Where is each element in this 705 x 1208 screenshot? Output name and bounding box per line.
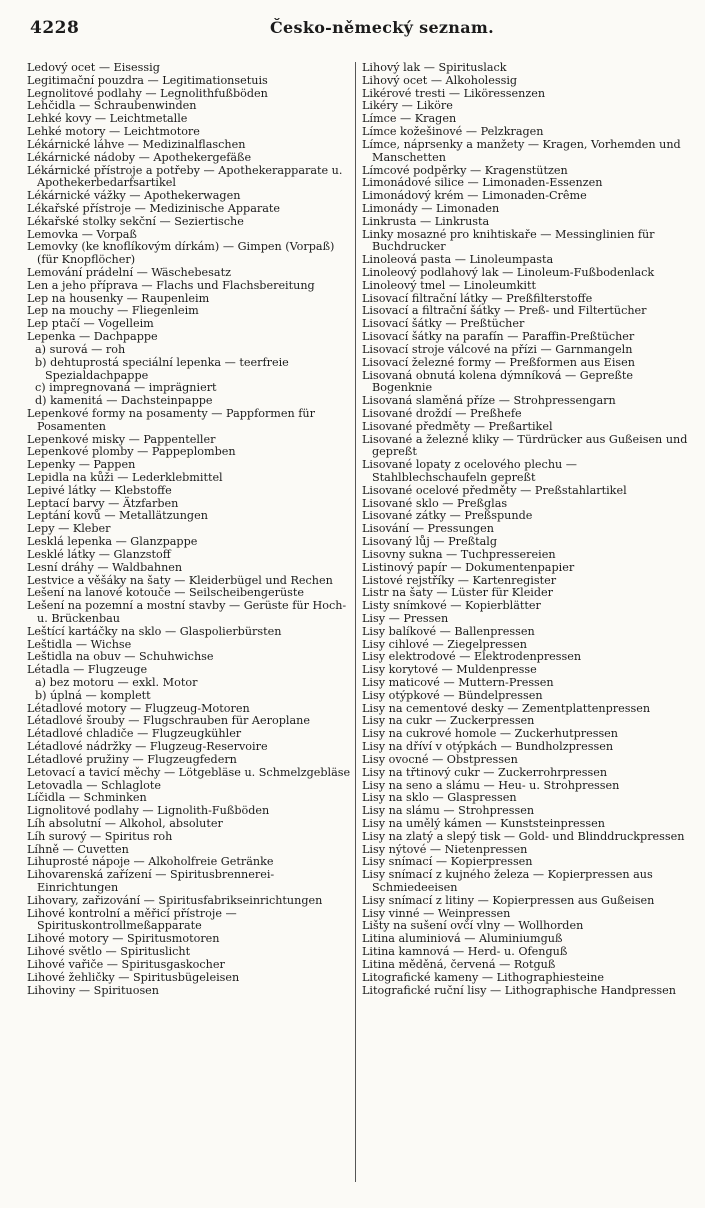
dictionary-entry: Linkrusta — Linkrusta [362,214,490,228]
dictionary-entry: Lisy na zlatý a slepý tisk — Gold- und Blinddruckpressen [362,829,685,843]
dictionary-entry: Lisy — Pressen [362,611,449,625]
dictionary-entry: Lékárnické vážky — Apothekerwagen [27,189,241,203]
dictionary-entry: Linoleová pasta — Linoleumpasta [362,253,554,267]
dictionary-entry: Létadlové motory — Flugzeug-Motoren [27,701,250,715]
dictionary-entry: Lisovací šátky na parafín — Paraffin-Preßtücher [362,330,635,344]
dictionary-subentry: c) impregnovaná — imprägniert [35,381,217,395]
dictionary-entry: Lisy na seno a slámu — Heu- u. Strohpressen [362,778,620,792]
dictionary-entry: Lisy na dříví v otýpkách — Bundholzpressen [362,740,614,754]
dictionary-entry: Límce, náprsenky a manžety — Kragen, Vorhemden und Manschetten [362,137,681,164]
dictionary-entry: Lisovaný lůj — Preßtalg [362,535,497,549]
dictionary-entry: Lisy nýtové — Nietenpressen [362,842,528,856]
dictionary-entry: Linoleový tmel — Linoleumkitt [362,278,536,292]
page-number: 4228 [30,18,80,38]
dictionary-entry: Litina aluminiová — Aluminiumguß [362,932,563,946]
dictionary-entry: Lesní dráhy — Waldbahnen [27,560,183,574]
dictionary-entry: Listové rejstříky — Kartenregister [362,573,557,587]
dictionary-entry: Lisované sklo — Preßglas [362,496,508,510]
column-divider [355,62,356,1182]
dictionary-entry: Lisy na sklo — Glaspressen [362,791,517,805]
dictionary-subentry: b) dehtuprostá speciální lepenka — teerfreie Spezialdachpappe [35,355,289,382]
dictionary-entry: Lisy ovocné — Obstpressen [362,752,518,766]
dictionary-entry: Lisovací šátky — Preßtücher [362,317,525,331]
dictionary-entry: Límce kožešinové — Pelzkragen [362,125,544,139]
dictionary-entry: Letovadla — Schlaglote [27,778,161,792]
dictionary-entry: Lisy balíkové — Ballenpressen [362,624,535,638]
dictionary-entry: Limonády — Limonaden [362,201,500,215]
dictionary-entry: Lešení na pozemní a mostní stavby — Gerüste für Hoch- u. Brückenbau [27,599,347,625]
dictionary-entry: Lisy vinné — Weinpressen [362,906,511,920]
dictionary-entry: Límce — Kragen [362,112,457,126]
dictionary-entry: Lisy snímací z litiny — Kopierpressen aus Gußeisen [362,893,655,907]
dictionary-entry: Lep ptačí — Vogelleim [27,317,154,331]
dictionary-entry: Lisovaná obnutá kolena dýmníková — Gepreßte Bogenknie [362,368,634,395]
dictionary-entry: Lisovací a filtrační šátky — Preß- und Filtertücher [362,304,647,318]
dictionary-entry: Lékárnické láhve — Medizinalflaschen [27,137,246,151]
dictionary-entry: Lisy maticové — Muttern-Pressen [362,676,554,689]
dictionary-entry: Litografické kameny — Lithographiesteine [362,970,605,984]
dictionary-entry: Likéry — Liköre [362,99,453,113]
dictionary-entry: Lisovací stroje válcové na přízi — Garnmangeln [362,342,633,356]
dictionary-entry: Lepy — Kleber [27,522,111,536]
dictionary-entry: Lisované předměty — Preßartikel [362,419,553,433]
page-header [30,18,680,46]
dictionary-entry: Lisování — Pressungen [362,522,494,536]
dictionary-entry: Ledový ocet — Eisessig [27,61,160,74]
dictionary-entry: Lihové žehličky — Spiritusbügeleisen [27,970,240,984]
dictionary-entry: Lepenkové plomby — Pappeplomben [27,445,236,459]
dictionary-entry: Líhně — Cuvetten [27,842,129,856]
dictionary-entry: Lihoviny — Spirituosen [27,983,160,997]
dictionary-entry: Lisovací železné formy — Preßformen aus Eisen [362,355,635,369]
dictionary-entry: Lisy korytové — Muldenpresse [362,663,537,677]
dictionary-entry: Leštidla — Wichse [27,637,132,651]
left-column [27,62,353,997]
dictionary-entry: Líčidla — Schminken [27,791,147,805]
dictionary-entry: Lisy snímací z kujného železa — Kopierpressen aus Schmiedeeisen [362,868,653,894]
dictionary-entry: Listy snímkové — Kopierblätter [362,599,541,613]
dictionary-entry: Létadlové nádržky — Flugzeug-Reservoire [27,740,268,754]
dictionary-entry: Letovací a tavicí měchy — Lötgebläse u. Schmelzgebläse [27,765,351,779]
dictionary-entry: Lisované zátky — Preßspunde [362,509,533,523]
dictionary-entry: Lihovary, zařizování — Spiritusfabrikseinrichtungen [27,893,323,907]
dictionary-entry: Létadla — Flugzeuge [27,663,148,677]
dictionary-entry: Lisy cihlové — Ziegelpressen [362,637,527,651]
dictionary-entry: Lisovny sukna — Tuchpressereien [362,547,556,561]
dictionary-entry: Límcové podpěrky — Kragenstützen [362,163,568,177]
dictionary-entry: Litina kamnová — Herd- u. Ofenguß [362,945,568,959]
dictionary-entry: Likérové tresti — Liköressenzen [362,86,546,100]
dictionary-entry: Lehké kovy — Leichtmetalle [27,112,188,126]
dictionary-entry: Lisovaná slaměná příze — Strohpressengarn [362,394,616,408]
right-column [362,62,688,997]
dictionary-entry: Lestvice a věšáky na šaty — Kleiderbügel und Rechen [27,573,333,587]
dictionary-entry: Lihový ocet — Alkoholessig [362,73,518,87]
dictionary-entry: Lihové vařiče — Spiritusgaskocher [27,957,225,971]
dictionary-entry: Lisy na slámu — Strohpressen [362,804,535,818]
dictionary-entry: Lékařské přístroje — Medizinische Apparate [27,201,281,215]
dictionary-entry: Leptací barvy — Ätzfarben [27,496,179,510]
dictionary-entry: Lepidla na kůži — Lederklebmittel [27,471,223,484]
dictionary-entry: Listr na šaty — Lüster für Kleider [362,586,554,600]
dictionary-entry: Linky mosazné pro knihtiskaře — Messinglinien für Buchdrucker [362,227,655,254]
dictionary-entry: Litina měděná, červená — Rotguß [362,957,556,971]
dictionary-entry: Lisy na cukrové homole — Zuckerhutpressen [362,727,619,741]
dictionary-entry: Lisované ocelové předměty — Preßstahlartikel [362,483,627,497]
dictionary-entry: Lihuprosté nápoje — Alkoholfreie Getränke [27,855,274,869]
dictionary-entry: Lisované droždí — Preßhefe [362,406,522,420]
dictionary-entry: Lékařské stolky sekční — Seziertische [27,214,244,228]
dictionary-entry: Lisované lopaty z ocelového plechu — Stahlblechschaufeln gepreßt [362,458,577,484]
dictionary-entry: Lemování prádelní — Wäschebesatz [27,266,231,279]
dictionary-entry: Leptání kovů — Metallätzungen [27,509,208,523]
dictionary-entry: Lisy na třtinový cukr — Zuckerrohrpressen [362,765,608,779]
dictionary-entry: Litografické ruční lisy — Lithographische Handpressen [362,983,676,997]
dictionary-entry: Lignolitové podlahy — Lignolith-Fußböden [27,804,270,818]
dictionary-entry: Lisovací filtrační látky — Preßfilterstoffe [362,291,593,305]
dictionary-entry: Lihové světlo — Spirituslicht [27,945,191,959]
dictionary-entry: Lisy otýpkové — Bündelpressen [362,688,543,702]
dictionary-entry: Lihové motory — Spiritusmotoren [27,932,220,946]
dictionary-entry: Lesklé látky — Glanzstoff [27,547,171,561]
dictionary-entry: Lep na mouchy — Fliegenleim [27,304,199,318]
dictionary-subentry: b) úplná — komplett [35,688,151,702]
dictionary-entry: Lehčidla — Schraubenwinden [27,99,197,113]
dictionary-entry: Lisované a železné kliky — Türdrücker aus Gußeisen und gepreßt [362,432,688,459]
dictionary-entry: Lesklá lepenka — Glanzpappe [27,535,198,549]
dictionary-entry: Lihové kontrolní a měřicí přístroje — Spirituskontrollmeßapparate [27,906,237,933]
dictionary-entry: Lep na housenky — Raupenleim [27,291,210,305]
dictionary-entry: Lisy elektrodové — Elektrodenpressen [362,650,582,664]
dictionary-entry: Limonádové silice — Limonaden-Essenzen [362,176,603,190]
dictionary-entry: Lepenkové misky — Pappenteller [27,432,216,446]
dictionary-entry: Lemovky (ke knoflíkovým dírkám) — Gimpen (Vorpaß) (für Knopflöcher) [27,240,335,267]
page-title: Česko-německý seznam. [270,18,495,37]
dictionary-entry: Lišty na sušení ovčí vlny — Wollhorden [362,919,584,933]
dictionary-entry: Limonádový krém — Limonaden-Crême [362,189,587,203]
dictionary-entry: Len a jeho příprava — Flachs und Flachsbereitung [27,278,315,292]
dictionary-entry: Lepenky — Pappen [27,458,136,472]
dictionary-entry: Leštící kartáčky na sklo — Glaspolierbürsten [27,624,282,638]
dictionary-entry: Lihový lak — Spirituslack [362,61,507,74]
dictionary-subentry: a) bez motoru — exkl. Motor [35,676,198,689]
dictionary-entry: Líh absolutní — Alkohol, absoluter [27,816,223,830]
dictionary-entry: Líh surový — Spiritus roh [27,829,173,843]
dictionary-entry: Lepivé látky — Klebstoffe [27,483,172,497]
dictionary-entry: Lékárnické přístroje a potřeby — Apothekerapparate u. Apothekerbedarfsartikel [27,163,343,190]
dictionary-entry: Legnolitové podlahy — Legnolithfußböden [27,86,268,100]
dictionary-entry: Létadlové šrouby — Flugschrauben für Aeroplane [27,714,310,728]
dictionary-entry: Létadlové pružiny — Flugzeugfedern [27,752,237,766]
dictionary-subentry: d) kamenitá — Dachsteinpappe [35,394,213,408]
dictionary-entry: Lehké motory — Leichtmotore [27,125,200,139]
dictionary-entry: Lisy na cukr — Zuckerpressen [362,714,535,728]
dictionary-entry: Lisy na umělý kámen — Kunststeinpressen [362,816,605,830]
dictionary-entry: Lihovarenská zařízení — Spiritusbrennerei-Einrichtungen [27,868,275,894]
dictionary-entry: Legitimační pouzdra — Legitimationsetuis [27,73,268,87]
dictionary-entry: Lemovka — Vorpaß [27,227,137,241]
dictionary-entry: Lékárnické nádoby — Apothekergefäße [27,150,252,164]
dictionary-entry: Leštidla na obuv — Schuhwichse [27,650,214,664]
dictionary-entry: Lisy snímací — Kopierpressen [362,855,533,869]
dictionary-subentry: a) surová — roh [35,342,126,356]
dictionary-entry: Lešení na lanové kotouče — Seilscheibengerüste [27,586,305,600]
dictionary-entry: Lepenka — Dachpappe [27,330,158,344]
dictionary-entry: Listinový papír — Dokumentenpapier [362,560,575,574]
dictionary-entry: Lisy na cementové desky — Zementplattenpressen [362,701,651,715]
dictionary-entry: Linoleový podlahový lak — Linoleum-Fußbodenlack [362,266,655,279]
dictionary-entry: Lepenkové formy na posamenty — Pappformen für Posamenten [27,406,315,433]
dictionary-entry: Létadlové chladiče — Flugzeugkühler [27,727,242,741]
